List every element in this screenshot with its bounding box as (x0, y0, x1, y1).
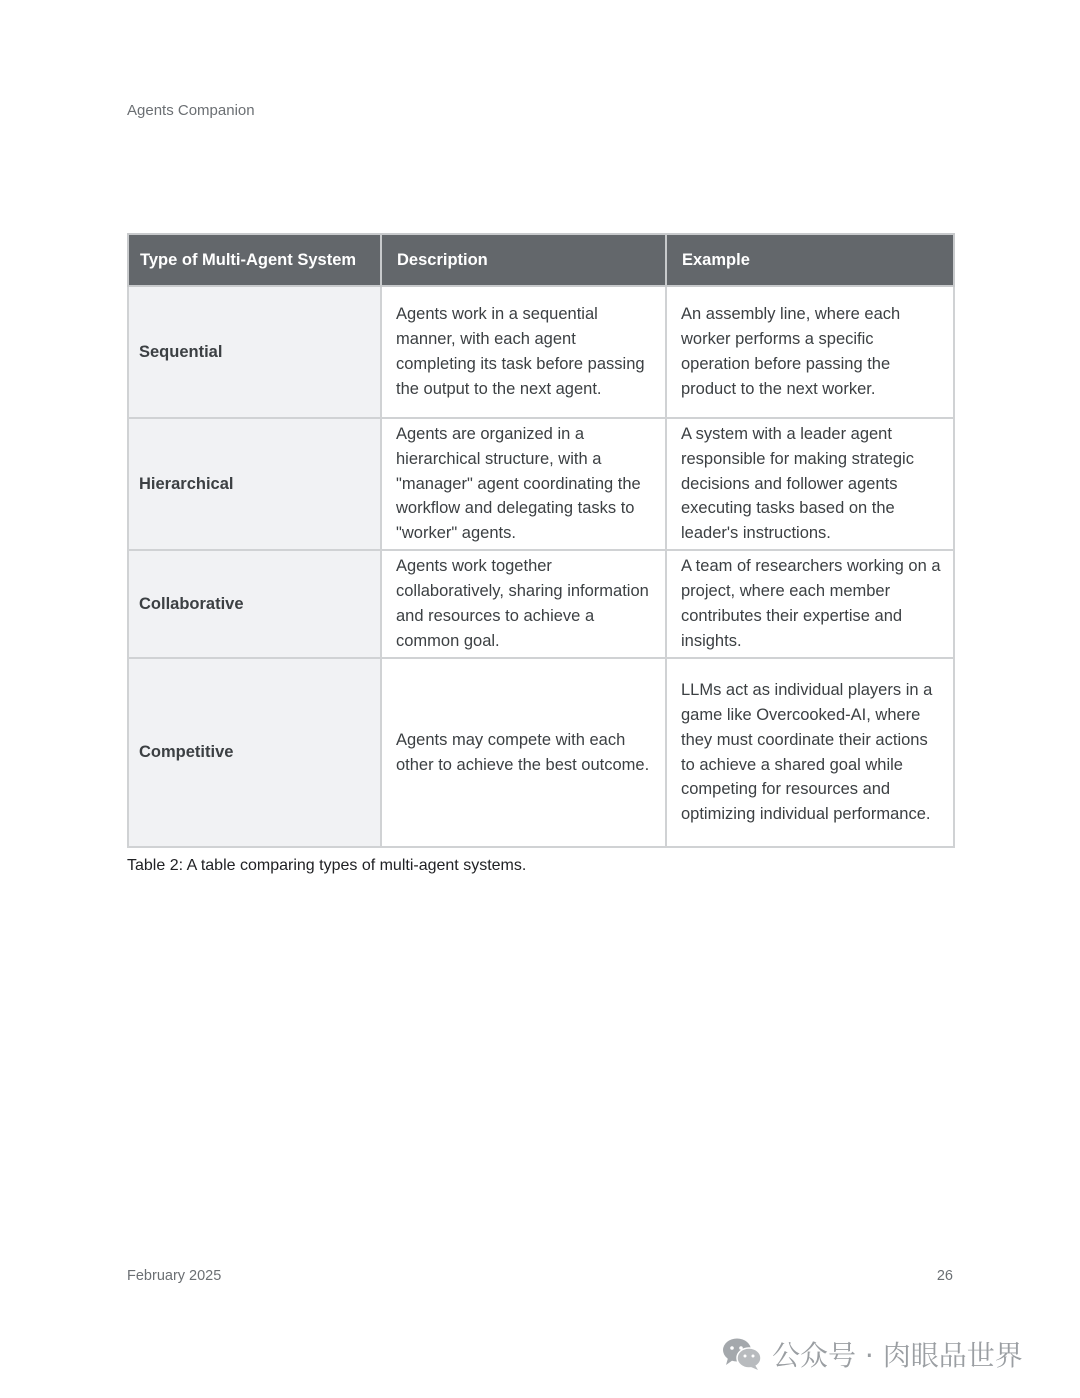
table-header-row (128, 234, 954, 286)
cell-description: Agents may compete with each other to achieve the best outcome. (381, 658, 666, 847)
cell-example: An assembly line, where each worker performs a specific operation before passing the product to the next worker. (666, 286, 954, 418)
cell-type: Competitive (128, 658, 381, 847)
header-description: Description (381, 234, 666, 286)
running-header: Agents Companion (127, 102, 255, 119)
cell-description: Agents work in a sequential manner, with each agent completing its task before passing the output to the next agent. (381, 286, 666, 418)
comparison-table-container (127, 233, 953, 848)
cell-description: Agents work together collaboratively, sharing information and resources to achieve a common goal. (381, 550, 666, 658)
table-row (128, 658, 954, 847)
table-caption: Table 2: A table comparing types of multi-agent systems. (127, 857, 527, 874)
table-row (128, 286, 954, 418)
cell-type: Sequential (128, 286, 381, 418)
cell-type: Collaborative (128, 550, 381, 658)
multi-agent-comparison-table (127, 233, 955, 848)
footer-date: February 2025 (127, 1268, 222, 1284)
header-example: Example (666, 234, 954, 286)
watermark-text: 公众号 · 肉眼品世界 (772, 1339, 1023, 1372)
page-number: 26 (936, 1268, 953, 1284)
header-type: Type of Multi-Agent System (128, 234, 381, 286)
wechat-icon (722, 1337, 762, 1371)
cell-description: Agents are organized in a hierarchical structure, with a "manager" agent coordinating the workflow and delegating tasks to "worker" agents. (381, 418, 666, 550)
cell-example: A system with a leader agent responsible for making strategic decisions and follower agents executing tasks based on the leader's instructions. (666, 418, 954, 550)
cell-type: Hierarchical (128, 418, 381, 550)
cell-example: LLMs act as individual players in a game like Overcooked-AI, where they must coordinate their actions to achieve a shared goal while competing for resources and optimizing individual performance. (666, 658, 954, 847)
table-row (128, 550, 954, 658)
table-row (128, 418, 954, 550)
watermark (722, 1334, 1023, 1374)
cell-example: A team of researchers working on a project, where each member contributes their expertise and insights. (666, 550, 954, 658)
